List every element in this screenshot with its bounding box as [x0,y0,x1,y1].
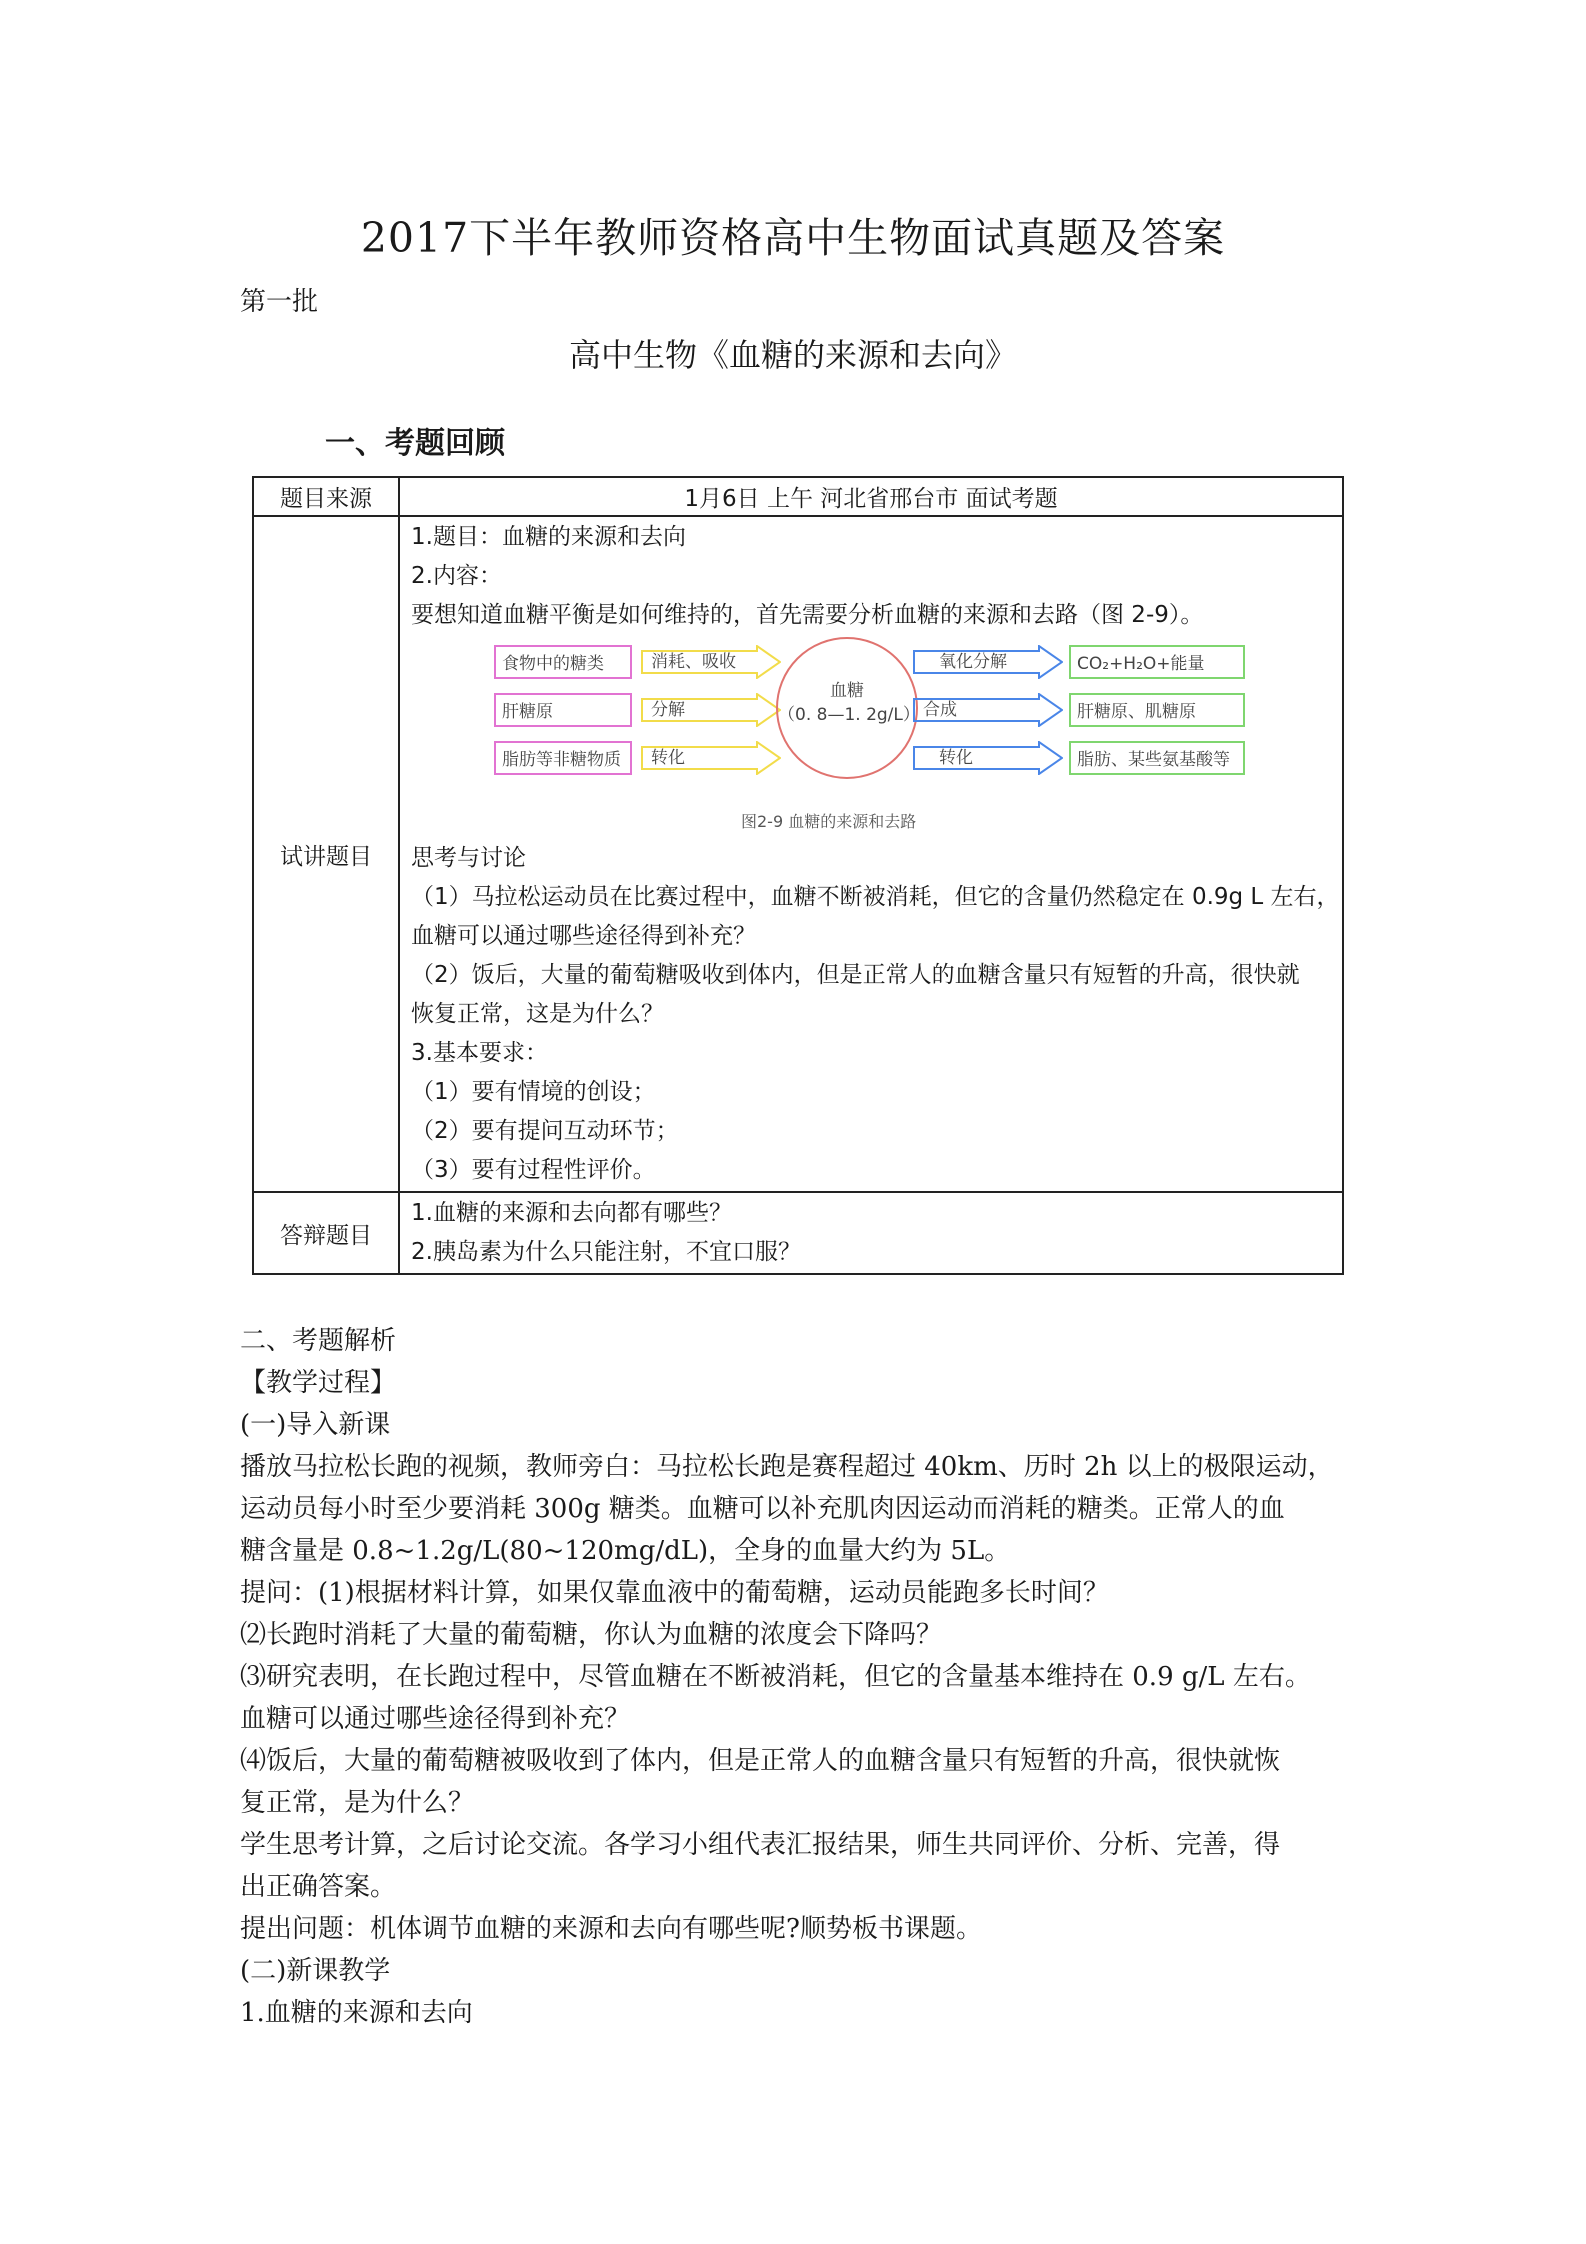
arrow-label: 转化 [939,748,973,768]
section-heading-review: 一、考题回顾 [325,426,505,461]
analysis-line: 播放马拉松长跑的视频，教师旁白：马拉松长跑是赛程超过 40km、历时 2h 以上的极限运动， [240,1452,1334,1482]
lecture-line: 2.内容： [411,563,502,589]
analysis-line: 1.血糖的来源和去向 [240,1998,473,2028]
batch-label: 第一批 [240,287,319,317]
defense-line: 1.血糖的来源和去向都有哪些？ [411,1200,732,1226]
arrow-decompose [641,693,781,727]
lecture-line: （3）要有过程性评价。 [411,1157,656,1183]
analysis-line: (一)导入新课 [240,1410,391,1440]
defense-content [399,1192,1343,1274]
arrow-label: 消耗、吸收 [651,652,736,672]
table-row-lecture [253,516,1343,1192]
arrow-label: 氧化分解 [939,652,1007,672]
lecture-line: （1）要有情境的创设； [411,1079,656,1105]
lecture-line: 3.基本要求： [411,1040,548,1066]
lecture-discussion [401,839,1341,1190]
analysis-line: ⑶研究表明，在长跑过程中，尽管血糖在不断被消耗，但它的含量基本维持在 0.9 g/L 左右。 [240,1662,1311,1692]
table-row-defense [253,1192,1343,1274]
figure-caption: 图2-9 血糖的来源和去路 [741,812,917,831]
sink-box-glycogen: 肝糖原、肌糖原 [1069,693,1245,727]
source-label: 题目来源 [253,477,399,516]
defense-lines [401,1194,1341,1272]
analysis-section [240,1320,1360,2034]
defense-label: 答辩题目 [253,1192,399,1274]
source-box-fat: 脂肪等非糖物质 [494,741,632,775]
lecture-content [399,516,1343,1192]
sink-box-energy: CO₂+H₂O+能量 [1069,645,1245,679]
analysis-line: 复正常，是为什么？ [240,1788,475,1818]
lecture-line: 要想知道血糖平衡是如何维持的，首先需要分析血糖的来源和去路（图 2-9）。 [411,602,1204,628]
lesson-title: 高中生物《血糖的来源和去向》 [568,336,1017,374]
center-range: （0. 8—1. 2g/L） [778,705,920,725]
blood-sugar-circle [776,637,918,779]
arrow-synthesize [913,693,1063,727]
lecture-line: （2）要有提问互动环节； [411,1118,679,1144]
lecture-line: 思考与讨论 [411,845,526,871]
arrow-oxidize [913,645,1063,679]
sink-box-fat-amino: 脂肪、某些氨基酸等 [1069,741,1245,775]
lecture-line: 1.题目：血糖的来源和去向 [411,524,686,550]
arrow-convert-out [913,741,1063,775]
table-row-source [253,477,1343,516]
exam-table [252,476,1344,1275]
analysis-line: ⑷饭后，大量的葡萄糖被吸收到了体内，但是正常人的血糖含量只有短暂的升高，很快就恢 [240,1746,1281,1776]
lecture-line: 血糖可以通过哪些途径得到补充？ [411,923,756,949]
arrow-label: 转化 [651,748,685,768]
lecture-line: （1）马拉松运动员在比赛过程中，血糖不断被消耗，但它的含量仍然稳定在 0.9g L 左右， [411,884,1340,910]
analysis-line: 运动员每小时至少要消耗 300g 糖类。血糖可以补充肌肉因运动而消耗的糖类。正常人的血 [240,1494,1285,1524]
document-title: 2017下半年教师资格高中生物面试真题及答案 [360,214,1226,262]
analysis-line: 出正确答案。 [240,1872,397,1902]
source-box-liver-glycogen: 肝糖原 [494,693,632,727]
blood-sugar-diagram [401,637,1341,839]
arrow-shape-icon [913,741,1063,775]
center-label: 血糖 [830,681,864,701]
lecture-line: （2）饭后，大量的葡萄糖吸收到体内，但是正常人的血糖含量只有短暂的升高，很快就 [411,962,1300,988]
lecture-intro [401,518,1341,635]
analysis-line: ⑵长跑时消耗了大量的葡萄糖，你认为血糖的浓度会下降吗？ [240,1620,943,1650]
section-heading-analysis: 二、考题解析 [240,1326,397,1356]
lecture-label: 试讲题目 [253,516,399,1192]
analysis-line: (二)新课教学 [240,1956,391,1986]
arrow-label: 合成 [923,700,957,720]
lecture-line: 恢复正常，这是为什么？ [411,1001,664,1027]
analysis-line: 提问：(1)根据材料计算，如果仅靠血液中的葡萄糖，运动员能跑多长时间？ [240,1578,1109,1608]
analysis-line: 学生思考计算，之后讨论交流。各学习小组代表汇报结果，师生共同评价、分析、完善，得 [240,1830,1281,1860]
analysis-line: 提出问题：机体调节血糖的来源和去向有哪些呢?顺势板书课题。 [240,1914,982,1944]
analysis-line: 糖含量是 0.8~1.2g/L(80~120mg/dL)，全身的血量大约为 5L。 [240,1536,1011,1566]
arrow-absorb [641,645,781,679]
arrow-convert-in [641,741,781,775]
source-value: 1月6日 上午 河北省邢台市 面试考题 [399,477,1343,516]
analysis-line: 血糖可以通过哪些途径得到补充？ [240,1704,631,1734]
source-box-food: 食物中的糖类 [494,645,632,679]
analysis-line: 【教学过程】 [240,1368,397,1398]
defense-line: 2.胰岛素为什么只能注射，不宜口服？ [411,1239,801,1265]
arrow-label: 分解 [651,700,685,720]
